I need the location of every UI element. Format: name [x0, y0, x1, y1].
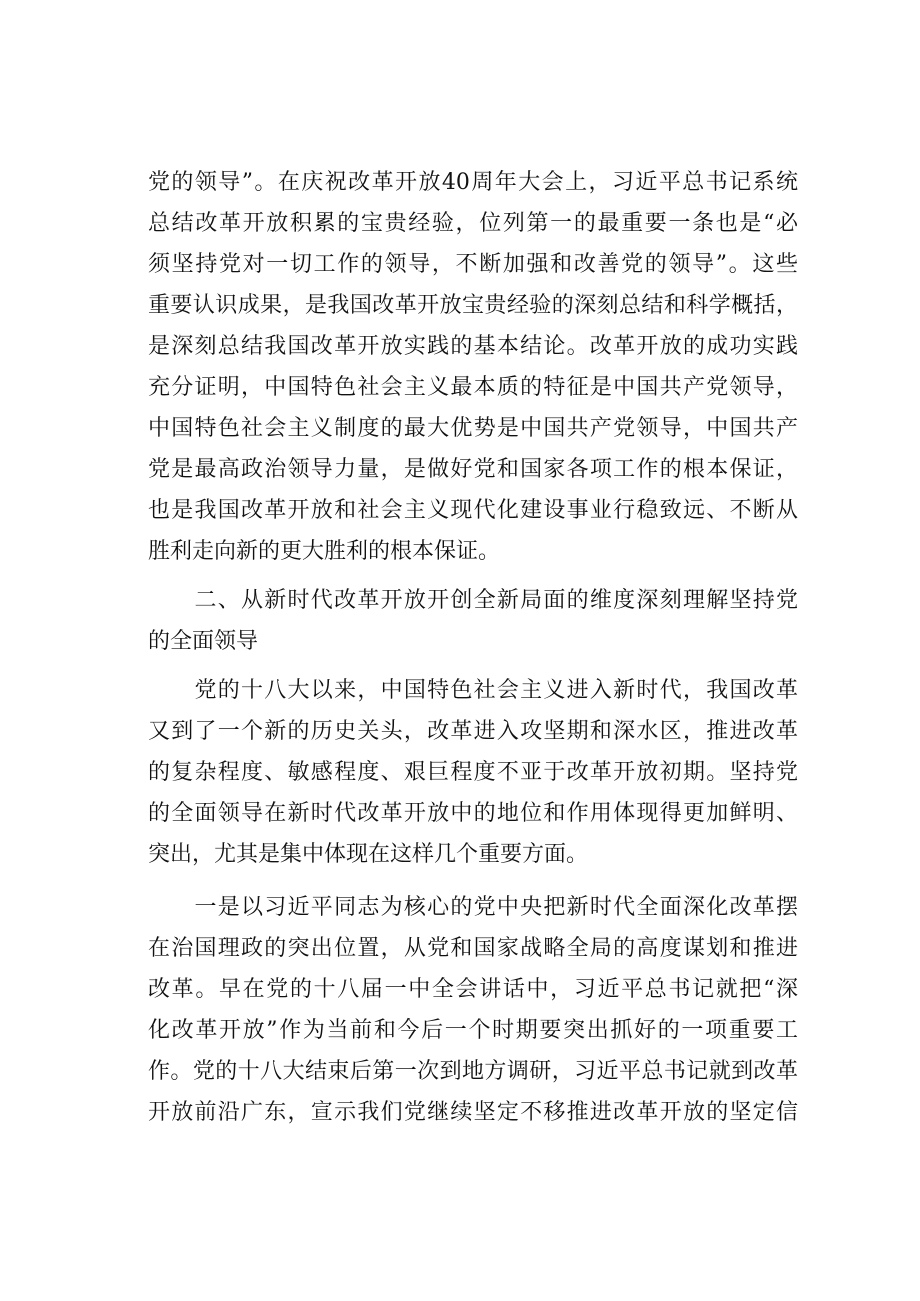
text-line: 胜利走向新的更大胜利的根本保证。 — [148, 539, 501, 564]
text-line: 党的领导”。在庆祝改革开放40周年大会上，习近平总书记系统 — [148, 170, 798, 195]
text-line: 是深刻总结我国改革开放实践的基本结论。改革开放的成功实践 — [148, 334, 798, 359]
text-line: 的全面领导在新时代改革开放中的地位和作用体现得更加鲜明、 — [148, 801, 798, 826]
text-line: 作。党的十八大结束后第一次到地方调研，习近平总书记就到改革 — [148, 1059, 798, 1084]
text-line: 开放前沿广东，宣示我们党继续坚定不移推进改革开放的坚定信 — [148, 1100, 798, 1125]
text-line: 党的十八大以来，中国特色社会主义进入新时代，我国改革 — [148, 678, 798, 703]
section-heading — [148, 580, 798, 662]
text-line: 充分证明，中国特色社会主义最本质的特征是中国共产党领导， — [148, 375, 798, 400]
paragraph-new-era — [148, 670, 798, 875]
text-line: 中国特色社会主义制度的最大优势是中国共产党领导，中国共产 — [148, 416, 798, 441]
heading-line: 二、从新时代改革开放开创全新局面的维度深刻理解坚持党 — [148, 588, 798, 613]
text-line: 也是我国改革开放和社会主义现代化建设事业行稳致远、不断从 — [148, 498, 798, 523]
text-line: 改革。早在党的十八届一中全会讲话中，习近平总书记就把“深 — [148, 977, 798, 1002]
paragraph-conclusion — [148, 162, 798, 572]
spacer — [148, 572, 798, 580]
paragraph-point-one — [148, 887, 798, 1133]
spacer — [148, 662, 798, 670]
text-line: 党是最高政治领导力量，是做好党和国家各项工作的根本保证， — [148, 457, 798, 482]
spacer — [148, 875, 798, 887]
heading-line: 的全面领导 — [148, 629, 259, 654]
text-line: 的复杂程度、敏感程度、艰巨程度不亚于改革开放初期。坚持党 — [148, 760, 798, 785]
text-line: 在治国理政的突出位置，从党和国家战略全局的高度谋划和推进 — [148, 936, 798, 961]
text-line: 突出，尤其是集中体现在这样几个重要方面。 — [148, 842, 589, 867]
text-line: 一是以习近平同志为核心的党中央把新时代全面深化改革摆 — [148, 895, 798, 920]
text-line: 重要认识成果，是我国改革开放宝贵经验的深刻总结和科学概括， — [148, 293, 798, 318]
document-page — [148, 162, 798, 1133]
text-line: 总结改革开放积累的宝贵经验，位列第一的最重要一条也是“必 — [148, 211, 798, 236]
text-line: 又到了一个新的历史关头，改革进入攻坚期和深水区，推进改革 — [148, 719, 798, 744]
text-line: 化改革开放”作为当前和今后一个时期要突出抓好的一项重要工 — [148, 1018, 798, 1043]
text-line: 须坚持党对一切工作的领导，不断加强和改善党的领导”。这些 — [148, 252, 798, 277]
